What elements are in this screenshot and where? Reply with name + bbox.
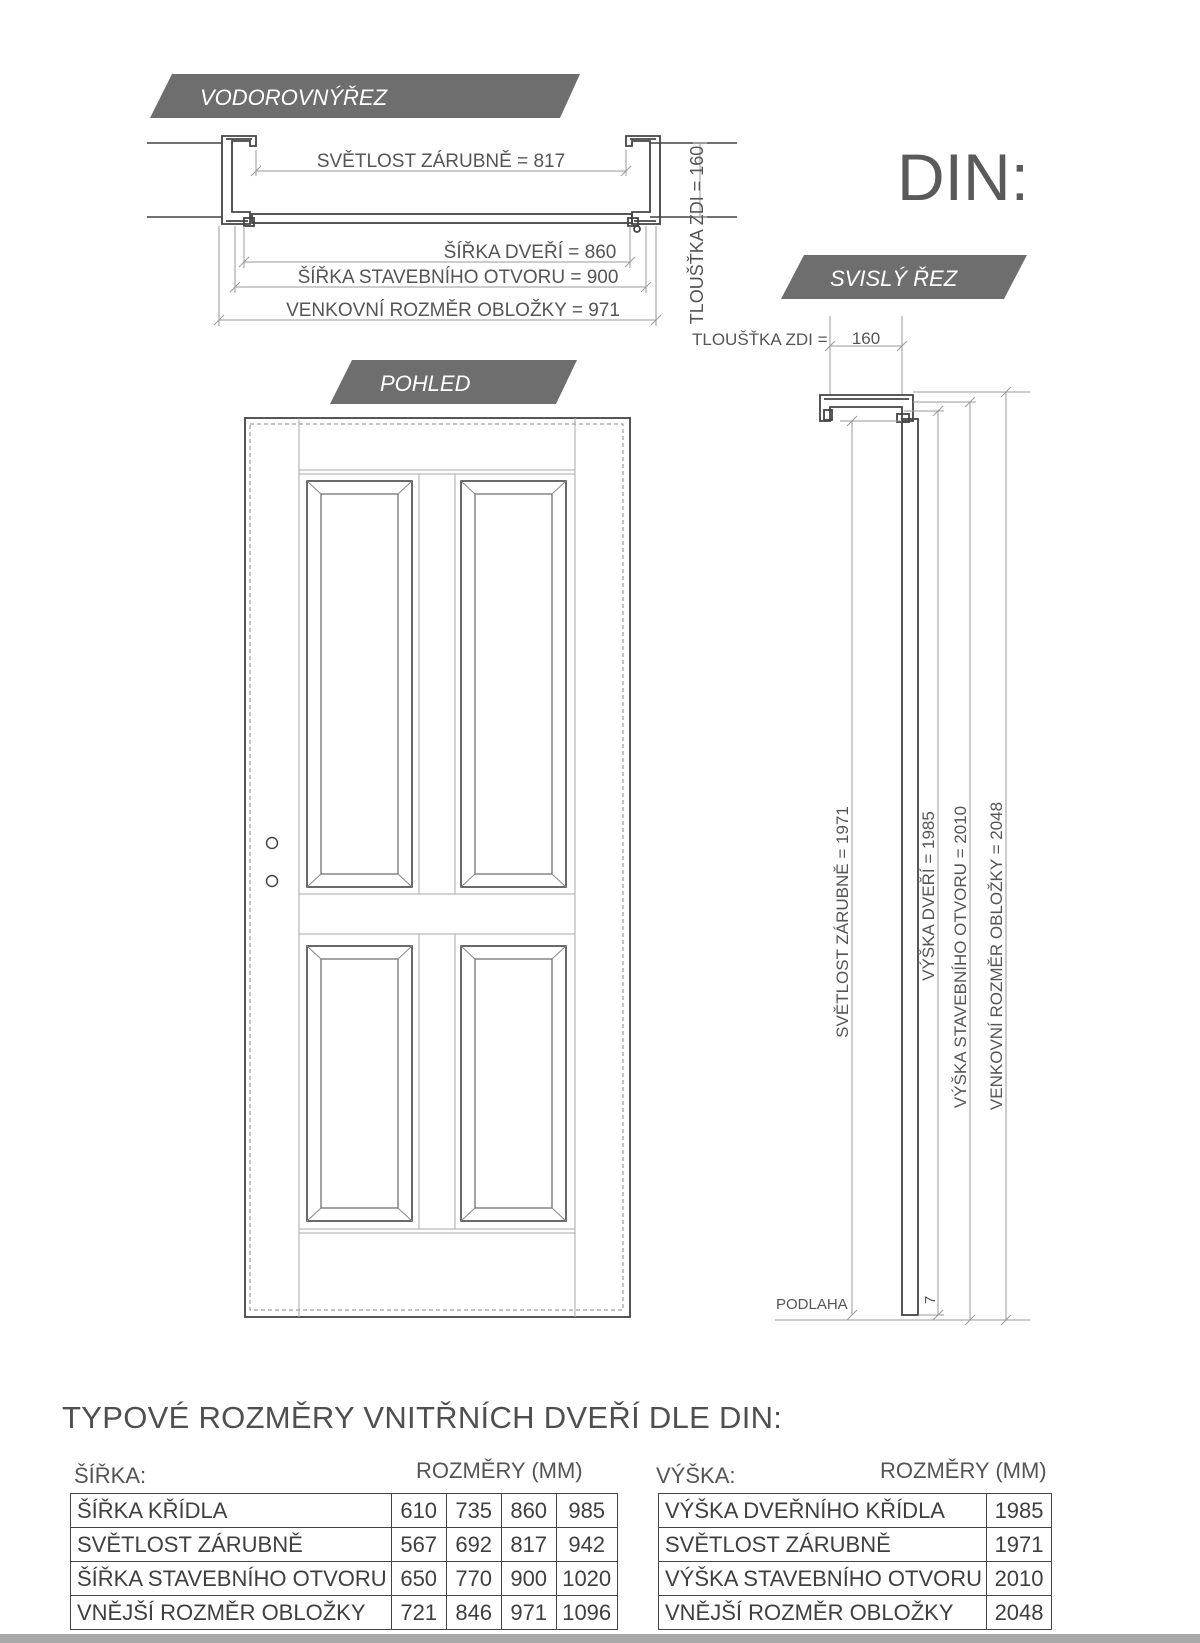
floor-gap-dim: 7 (922, 1295, 939, 1305)
door-leaf-vertical-section (902, 419, 918, 1315)
cell-value: 567 (391, 1528, 446, 1562)
frame-clearance-dim: SVĚTLOST ZÁRUBNĚ = 817 (316, 151, 566, 172)
row-name: VNĚJŠÍ ROZMĚR OBLOŽKY (659, 1596, 987, 1630)
door-height-dim: VÝŠKA DVEŘÍ = 1985 (919, 811, 938, 981)
cell-value: 971 (501, 1596, 556, 1630)
door-leaf-section (252, 214, 632, 223)
cell-value: 817 (501, 1528, 556, 1562)
door-panel-bottom-left (307, 946, 412, 1221)
door-lock-hole (267, 876, 278, 887)
view-title: POHLED (380, 371, 471, 396)
height-table-label: VÝŠKA: (656, 1463, 736, 1488)
door-width-dim: ŠÍŘKA DVEŘÍ = 860 (443, 242, 617, 263)
row-name: SVĚTLOST ZÁRUBNĚ (71, 1528, 392, 1562)
opening-height-dim: VÝŠKA STAVEBNÍHO OTVORU = 2010 (951, 805, 970, 1109)
horizontal-section (147, 74, 737, 326)
cell-value: 1971 (987, 1528, 1052, 1562)
cell-value: 770 (446, 1562, 501, 1596)
top-frame-profile (820, 395, 913, 422)
door-front-view (245, 360, 630, 1317)
row-name: VÝŠKA STAVEBNÍHO OTVORU (659, 1562, 987, 1596)
cell-value: 721 (391, 1596, 446, 1630)
table-row (71, 1596, 618, 1630)
table-row (659, 1528, 1052, 1562)
cell-value: 942 (556, 1528, 617, 1562)
cell-value: 900 (501, 1562, 556, 1596)
tables-title: TYPOVÉ ROZMĚRY VNITŘNÍCH DVEŘÍ DLE DIN: (62, 1400, 783, 1435)
table-row (71, 1562, 618, 1596)
wall-thickness-dim-line (825, 316, 907, 395)
door-outer-outline (245, 418, 630, 1317)
bottom-bar (0, 1634, 1200, 1643)
cell-value: 846 (446, 1596, 501, 1630)
cell-value: 2048 (987, 1596, 1052, 1630)
vertical-frame-clearance-dim: SVĚTLOST ZÁRUBNĚ = 1971 (833, 806, 852, 1038)
outer-casing-height-dim: VENKOVNÍ ROZMĚR OBLOŽKY = 2048 (987, 801, 1006, 1111)
outer-casing-width-dim: VENKOVNÍ ROZMĚR OBLOŽKY = 971 (286, 300, 620, 321)
table-row (71, 1494, 618, 1528)
width-table (70, 1493, 618, 1630)
cell-value: 650 (391, 1562, 446, 1596)
cell-value: 692 (446, 1528, 501, 1562)
door-dashed-outline (250, 424, 623, 1310)
wall-thickness-dim: TLOUŠŤKA ZDI = 160 (687, 145, 707, 325)
row-name: VÝŠKA DVEŘNÍHO KŘÍDLA (659, 1494, 987, 1528)
vertical-wall-thickness-label: TLOUŠŤKA ZDI = (692, 330, 828, 349)
din-standard-title: DIN: (897, 140, 1029, 214)
width-table-label: ŠÍŘKA: (74, 1463, 147, 1488)
cell-value: 985 (556, 1494, 617, 1528)
door-panel-top-left (307, 481, 412, 887)
floor-label: PODLAHA (776, 1296, 848, 1313)
left-frame-profile (222, 136, 256, 226)
door-panel-top-right (461, 481, 566, 887)
cell-value: 1020 (556, 1562, 617, 1596)
width-table-unit-header: ROZMĚRY (MM) (416, 1458, 583, 1483)
horizontal-section-title: VODOROVNÝŘEZ (200, 85, 388, 110)
table-row (659, 1494, 1052, 1528)
row-name: VNĚJŠÍ ROZMĚR OBLOŽKY (71, 1596, 392, 1630)
cell-value: 1985 (987, 1494, 1052, 1528)
door-stiles-rails (299, 418, 575, 1317)
table-row (71, 1528, 618, 1562)
table-row (659, 1596, 1052, 1630)
cell-value: 860 (501, 1494, 556, 1528)
height-table (658, 1493, 1052, 1630)
vertical-wall-thickness-value: 160 (851, 329, 881, 348)
door-handle-hole (267, 838, 278, 849)
row-name: ŠÍŘKA STAVEBNÍHO OTVORU (71, 1562, 392, 1596)
table-row (659, 1562, 1052, 1596)
row-name: SVĚTLOST ZÁRUBNĚ (659, 1528, 987, 1562)
row-name: ŠÍŘKA KŘÍDLA (71, 1494, 392, 1528)
door-panel-bottom-right (461, 946, 566, 1221)
cell-value: 735 (446, 1494, 501, 1528)
opening-width-dim: ŠÍŘKA STAVEBNÍHO OTVORU = 900 (297, 267, 619, 288)
cell-value: 610 (391, 1494, 446, 1528)
cell-value: 2010 (987, 1562, 1052, 1596)
cell-value: 1096 (556, 1596, 617, 1630)
vertical-section (692, 255, 1030, 1325)
vertical-section-title: SVISLÝ ŘEZ (830, 266, 958, 291)
height-table-unit-header: ROZMĚRY (MM) (880, 1458, 1047, 1483)
